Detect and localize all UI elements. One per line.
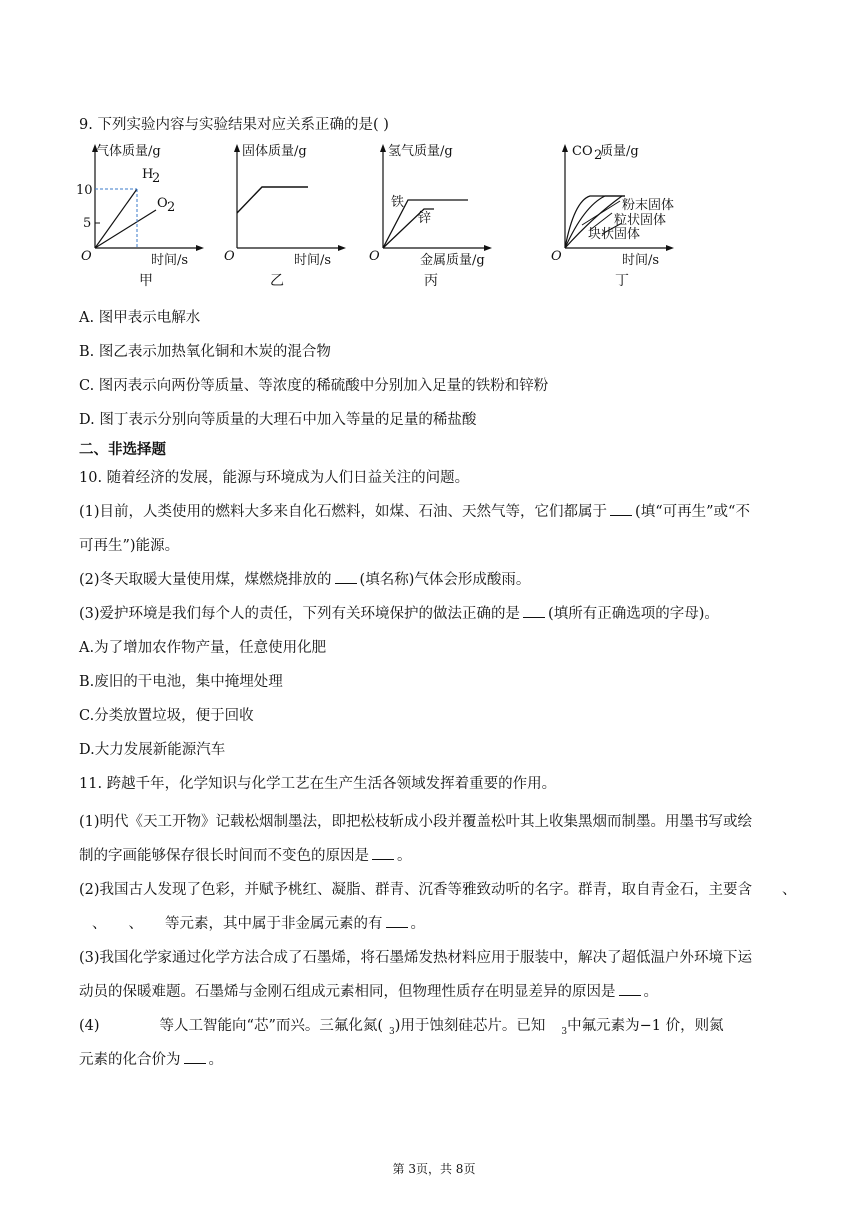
graph-jia-tick-10: 10 xyxy=(76,183,93,198)
q11-part4-text: 等人工智能向“芯”而兴。三氟化氮( xyxy=(159,1018,384,1034)
graph-ding-series-granular: 粒状固体 xyxy=(614,213,667,228)
graph-bing-series-zn: 锌 xyxy=(418,211,432,226)
q9-option-d: D. 图丁表示分别向等质量的大理石中加入等量的足量的稀盐酸 xyxy=(79,412,477,428)
q11-part4-end: 。 xyxy=(208,1052,223,1068)
q11-part1-blank[interactable] xyxy=(372,847,394,860)
graph-jia-series-o: O xyxy=(157,196,168,211)
q10-option-a: A.为了增加农作物产量，任意使用化肥 xyxy=(79,640,327,656)
graph-yi-name: 乙 xyxy=(270,273,284,289)
graph-bing-origin: O xyxy=(369,249,380,264)
graph-jia-ylabel: 气体质量/g xyxy=(96,144,161,159)
q11-part4-text2: )用于蚀刻硅芯片。已知 xyxy=(394,1018,546,1034)
q10-part1-blank[interactable] xyxy=(610,503,632,516)
q10-part3-hint: (填所有正确选项的字母)。 xyxy=(548,606,719,622)
q11-stem: 11. 跨越千年，化学知识与化学工艺在生产生活各领域发挥着重要的作用。 xyxy=(79,776,557,792)
q10-part2-text: (2)冬天取暖大量使用煤，煤燃烧排放的 xyxy=(79,572,332,588)
q11-part2-text2: 等元素，其中属于非金属元素的有 xyxy=(165,916,383,932)
graph-yi xyxy=(222,143,352,272)
graph-ding-svg xyxy=(550,143,690,268)
q11-part4-cont xyxy=(79,1048,223,1069)
section-heading: 二、非选择题 xyxy=(79,442,166,458)
q11-part2-sep3: 、 xyxy=(128,916,143,932)
q10-part3 xyxy=(79,602,719,623)
q11-part2-end: 。 xyxy=(410,916,425,932)
graph-bing-svg xyxy=(368,143,498,268)
graph-ding-series-powder: 粉末固体 xyxy=(622,198,675,213)
q11-part3-end: 。 xyxy=(643,984,658,1000)
q11-part1: (1)明代《天工开物》记载松烟制墨法，即把松枝斩成小段并覆盖松叶其上收集黑烟而制墨。用墨书写或绘 xyxy=(79,814,753,830)
graph-yi-svg xyxy=(222,143,352,268)
q10-part2 xyxy=(79,568,530,589)
q10-part3-text: (3)爱护环境是我们每个人的责任，下列有关环境保护的做法正确的是 xyxy=(79,606,521,622)
graph-yi-origin: O xyxy=(224,249,235,264)
graph-ding-ylabel-post: 质量/g xyxy=(600,144,639,159)
q11-part4-text4: 元素的化合价为 xyxy=(79,1052,181,1068)
graph-jia-svg xyxy=(76,143,210,268)
q9-stem: 9. 下列实验内容与实验结果对应关系正确的是( ) xyxy=(79,117,389,133)
q9-option-c: C. 图丙表示向两份等质量、等浓度的稀硫酸中分别加入足量的铁粉和锌粉 xyxy=(79,378,549,394)
graph-jia-series-o-sub: 2 xyxy=(167,200,176,215)
q11-part1-end: 。 xyxy=(397,848,412,864)
q10-part1-text: (1)目前，人类使用的燃料大多来自化石燃料，如煤、石油、天然气等，它们都属于 xyxy=(79,504,608,520)
graph-yi-ylabel: 固体质量/g xyxy=(242,144,307,159)
graph-ding-origin: O xyxy=(551,249,562,264)
q11-part2-sep2: 、 xyxy=(92,916,107,932)
q10-option-b: B.废旧的干电池，集中掩埋处理 xyxy=(79,674,283,690)
q10-part1-hint: (填“可再生”或“不 xyxy=(635,504,750,520)
q10-stem: 10. 随着经济的发展，能源与环境成为人们日益关注的问题。 xyxy=(79,470,470,486)
q11-part2-text: (2)我国古人发现了色彩，并赋予桃红、凝脂、群青、沉香等雅致动听的名字。群青，取自青金石，主要含 xyxy=(79,882,753,898)
q10-part2-hint: (填名称)气体会形成酸雨。 xyxy=(359,572,531,588)
q11-part4-num: (4) xyxy=(79,1018,100,1034)
graph-jia-name: 甲 xyxy=(139,273,153,289)
q9-option-a: A. 图甲表示电解水 xyxy=(79,310,201,326)
graph-jia-series-h: H xyxy=(142,167,154,182)
graph-ding-series-block: 块状固体 xyxy=(588,227,641,242)
q11-part4-sub2: 3 xyxy=(561,1026,568,1037)
graph-yi-xlabel: 时间/s xyxy=(294,253,332,268)
q10-option-c: C.分类放置垃圾，便于回收 xyxy=(79,708,254,724)
q11-part2-sep1: 、 xyxy=(782,882,797,898)
graph-bing-ylabel: 氢气质量/g xyxy=(388,144,453,159)
q10-part2-blank[interactable] xyxy=(335,571,357,584)
graph-ding-ylabel-pre: CO xyxy=(572,144,593,159)
graph-ding xyxy=(550,143,690,272)
graph-ding-name: 丁 xyxy=(615,273,629,289)
q11-part3-cont xyxy=(79,980,658,1001)
q11-part3-blank[interactable] xyxy=(619,983,641,996)
q11-part4 xyxy=(79,1014,724,1037)
q9-option-b: B. 图乙表示加热氧化铜和木炭的混合物 xyxy=(79,344,331,360)
graph-jia xyxy=(76,143,210,272)
q11-part2 xyxy=(79,878,797,899)
q10-option-d: D.大力发展新能源汽车 xyxy=(79,742,226,758)
q11-part4-sub1: 3 xyxy=(389,1026,395,1037)
q10-part1 xyxy=(79,500,750,521)
graph-jia-tick-5: 5 xyxy=(83,216,92,231)
graph-bing xyxy=(368,143,498,272)
graph-jia-origin: O xyxy=(81,249,92,264)
q11-part2-cont xyxy=(79,912,425,933)
q10-part3-blank[interactable] xyxy=(523,605,545,618)
graph-bing-xlabel: 金属质量/g xyxy=(420,253,485,268)
q11-part1-cont xyxy=(79,844,412,865)
q11-part3: (3)我国化学家通过化学方法合成了石墨烯，将石墨烯发热材料应用于服装中，解决了超低温户外环境下运 xyxy=(79,950,753,966)
q10-part1-cont: 可再生”)能源。 xyxy=(79,538,180,554)
q11-part4-blank[interactable] xyxy=(184,1051,206,1064)
graph-jia-xlabel: 时间/s xyxy=(151,253,189,268)
page-footer: 第 3页，共 8页 xyxy=(392,1162,476,1176)
q11-part2-blank[interactable] xyxy=(386,915,408,928)
graph-bing-name: 丙 xyxy=(424,273,438,289)
graph-jia-series-h-sub: 2 xyxy=(152,171,161,186)
graph-bing-series-fe: 铁 xyxy=(391,195,405,210)
q11-part4-text3: 中氟元素为−1 价，则氮 xyxy=(567,1018,724,1034)
q11-part1-text: 制的字画能够保存很长时间而不变色的原因是 xyxy=(79,848,369,864)
graph-ding-ylabel-sub: 2 xyxy=(594,148,603,163)
q11-part3-text: 动员的保暖难题。石墨烯与金刚石组成元素相同，但物理性质存在明显差异的原因是 xyxy=(79,984,616,1000)
graph-ding-xlabel: 时间/s xyxy=(622,253,660,268)
